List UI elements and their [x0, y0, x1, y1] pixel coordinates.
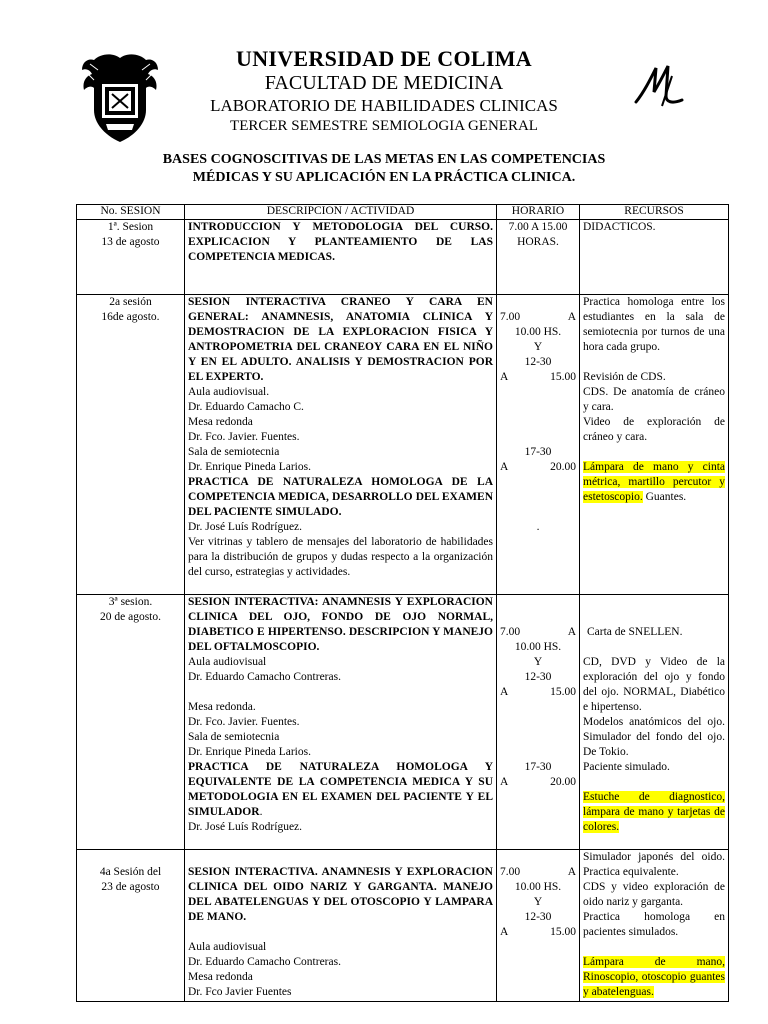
session-cell [77, 850, 185, 1002]
description-line: Dr. Enrique Pineda Larios. [188, 461, 311, 473]
resource-text: DIDACTICOS. [583, 221, 656, 233]
description-line: Sala de semiotecnia [188, 731, 280, 743]
schedule-text: 7.00 [500, 311, 521, 323]
description-cell [185, 220, 497, 295]
schedule-text: 15.00 [550, 926, 576, 938]
schedule-text: Y [533, 656, 543, 668]
schedule-text: 12-30 [524, 356, 552, 368]
schedule-text: 15.00 [550, 686, 576, 698]
session-date: 16de agosto. [101, 311, 160, 323]
resource-text: Practica homologa en pacientes simulados. [583, 911, 725, 938]
description-heading: PRACTICA DE NATURALEZA HOMOLOGA DE LA COMPETENCIA MEDICA, DESARROLLO DEL EXAMEN DEL PACIENTE SIMULADO. [188, 476, 493, 518]
schedule-cell [497, 220, 580, 295]
schedule-cell [497, 850, 580, 1002]
schedule-text: HORAS. [517, 236, 559, 248]
schedule-text: A [500, 461, 509, 473]
column-header: No. SESION [77, 205, 185, 220]
semester-name: TERCER SEMESTRE SEMIOLOGIA GENERAL [230, 118, 538, 134]
table-row [77, 850, 729, 1002]
resource-text: Modelos anatómicos del ojo. Simulador del fondo del ojo. De Tokio. [583, 716, 725, 758]
highlighted-resource: Lámpara de mano y cinta métrica, martillo percutor y estetoscopio. [583, 461, 725, 503]
description-heading: SESION INTERACTIVA: ANAMNESIS Y EXPLORACION CLINICA DEL OJO, FONDO DE OJO NORMAL, DIABETICO E HIPERTENSO. DESCRIPCION Y MANEJO DEL OFTALMOSCOPIO. [188, 596, 493, 653]
session-cell [77, 295, 185, 595]
schedule-text: 7.00 [500, 626, 521, 638]
description-line: Dr. Fco. Javier. Fuentes. [188, 431, 300, 443]
description-line: Dr. José Luís Rodríguez. [188, 521, 303, 533]
session-date: 13 de agosto [101, 236, 160, 248]
schedule-text: 17-30 [524, 761, 552, 773]
lab-name: LABORATORIO DE HABILIDADES CLINICAS [210, 96, 558, 115]
description-heading: INTRODUCCION Y METODOLOGIA DEL CURSO. EXPLICACION Y PLANTEAMIENTO DE LAS COMPETENCIA MEDICAS. [188, 221, 493, 263]
column-header: HORARIO [497, 205, 580, 220]
description-line: Dr. José Luís Rodríguez. [188, 821, 303, 833]
session-date: 20 de agosto. [99, 611, 161, 623]
document-header [0, 0, 768, 200]
description-line: Aula audiovisual. [188, 386, 270, 398]
schedule-text: A [500, 371, 509, 383]
description-line: Mesa redonda [188, 971, 253, 983]
faculty-name: FACULTAD DE MEDICINA [264, 72, 504, 94]
document-title-line-1: BASES COGNOSCITIVAS DE LAS METAS EN LAS COMPETENCIAS [162, 152, 606, 167]
description-cell [185, 595, 497, 850]
description-line: Dr. Fco. Javier. Fuentes. [188, 716, 300, 728]
schedule-text: A [500, 686, 509, 698]
description-line: Aula audiovisual [188, 656, 267, 668]
resource-text: CDS. De anatomía de cráneo y cara. [583, 386, 725, 413]
description-heading: SESION INTERACTIVA CRANEO Y CARA EN GENERAL: ANAMNESIS, ANATOMIA CLINICA Y DEMOSTRACION DE LA EXPLORACION FISICA Y ANTROPOMETRIA DEL CRANEOY CARA EN EL NIÑO Y EN EL ADULTO. ANALISIS Y DEMOSTRACION POR EL EXPERTO. [188, 296, 493, 383]
description-line: Dr. Eduardo Camacho Contreras. [188, 956, 341, 968]
schedule-text: Y [533, 341, 543, 353]
resource-text: Video de exploración de cráneo y cara. [583, 416, 725, 443]
description-heading: PRACTICA DE NATURALEZA HOMOLOGA Y EQUIVALENTE DE LA COMPETENCIA MEDICA Y SU METODOLOGIA EN EL EXAMEN DEL PACIENTE Y EL SIMULADOR [188, 761, 493, 818]
highlighted-resource: Lámpara de mano, Rinoscopio, otoscopio guantes y abatelenguas. [583, 956, 725, 998]
session-number: 1ª. Sesion [107, 221, 154, 233]
resource-text: Guantes. [642, 491, 687, 503]
resource-text: Paciente simulado. [583, 761, 670, 773]
description-line: Aula audiovisual [188, 941, 267, 953]
schedule-text: A [567, 311, 576, 323]
description-heading: SESION INTERACTIVA. ANAMNESIS Y EXPLORACION CLINICA DEL OIDO NARIZ Y GARGANTA. MANEJO DEL ABATELENGUAS Y DEL OTOSCOPIO Y LAMPARA DE MANO. [188, 866, 493, 923]
table-row [77, 295, 729, 595]
description-line: Mesa redonda [188, 416, 253, 428]
schedule-text: 12-30 [524, 671, 552, 683]
university-name: UNIVERSIDAD DE COLIMA [236, 46, 532, 71]
resource-text: Simulador japonés del oido. Practica equivalente. [583, 851, 725, 878]
description-line: . [259, 806, 263, 818]
session-cell [77, 220, 185, 295]
schedule-text: A [567, 626, 576, 638]
schedule-text: 20.00 [550, 461, 576, 473]
session-number: 4a Sesión del [99, 866, 162, 878]
table-row [77, 220, 729, 295]
schedule-text: A [500, 776, 509, 788]
description-cell [185, 295, 497, 595]
resources-cell [580, 850, 729, 1002]
faculty-signature-logo-icon [632, 62, 692, 114]
resources-cell [580, 595, 729, 850]
schedule-cell [497, 595, 580, 850]
schedule-text: 15.00 [550, 371, 576, 383]
session-cell [77, 595, 185, 850]
description-line: Dr. Enrique Pineda Larios. [188, 746, 311, 758]
schedule-text: 7.00 [500, 866, 521, 878]
description-line: Dr. Fco Javier Fuentes [188, 986, 292, 998]
schedule-text: 10.00 HS. [514, 641, 562, 653]
sessions-table [76, 204, 729, 1002]
schedule-text: 17-30 [524, 446, 552, 458]
schedule-cell [497, 295, 580, 595]
description-note: Ver vitrinas y tablero de mensajes del laboratorio de habilidades para la distribución de grupos y dudas respecto a la organización del curso, estrategias y actividades. [188, 536, 493, 578]
session-number: 3ª sesion. [108, 596, 153, 608]
schedule-text: A [567, 866, 576, 878]
column-header: DESCRIPCION / ACTIVIDAD [185, 205, 497, 220]
description-line: Dr. Eduardo Camacho C. [188, 401, 304, 413]
schedule-text: Y [533, 896, 543, 908]
column-header: RECURSOS [580, 205, 729, 220]
description-line: Sala de semiotecnia [188, 446, 280, 458]
session-number: 2a sesión [109, 296, 152, 308]
resource-text: Carta de SNELLEN. [587, 626, 683, 638]
highlighted-resource: Estuche de diagnostico, lámpara de mano y tarjetas de colores. [583, 791, 725, 833]
table-header-row [77, 205, 729, 220]
schedule-text: 7.00 A 15.00 [508, 221, 568, 233]
resources-cell [580, 295, 729, 595]
resource-text: Practica homologa entre los estudiantes en la sala de semiotecnia por turnos de una hora cada grupo. [583, 296, 725, 353]
resource-text: Revisión de CDS. [583, 371, 666, 383]
schedule-text: 10.00 HS. [514, 326, 562, 338]
description-cell [185, 850, 497, 1002]
schedule-text: . [536, 521, 540, 533]
schedule-text: A [500, 926, 509, 938]
schedule-text: 12-30 [524, 911, 552, 923]
schedule-text: 10.00 HS. [514, 881, 562, 893]
resource-text: CDS y video exploración de oido nariz y garganta. [583, 881, 725, 908]
schedule-text: 20.00 [550, 776, 576, 788]
resources-cell [580, 220, 729, 295]
resource-text: CD, DVD y Video de la exploración del ojo y fondo del ojo. NORMAL, Diabético e hipertenso. [583, 656, 725, 713]
description-line: Mesa redonda. [188, 701, 256, 713]
document-title-line-2: MÉDICAS Y SU APLICACIÓN EN LA PRÁCTICA CLINICA. [192, 170, 576, 185]
description-line: Dr. Eduardo Camacho Contreras. [188, 671, 341, 683]
session-date: 23 de agosto [101, 881, 160, 893]
table-row [77, 595, 729, 850]
